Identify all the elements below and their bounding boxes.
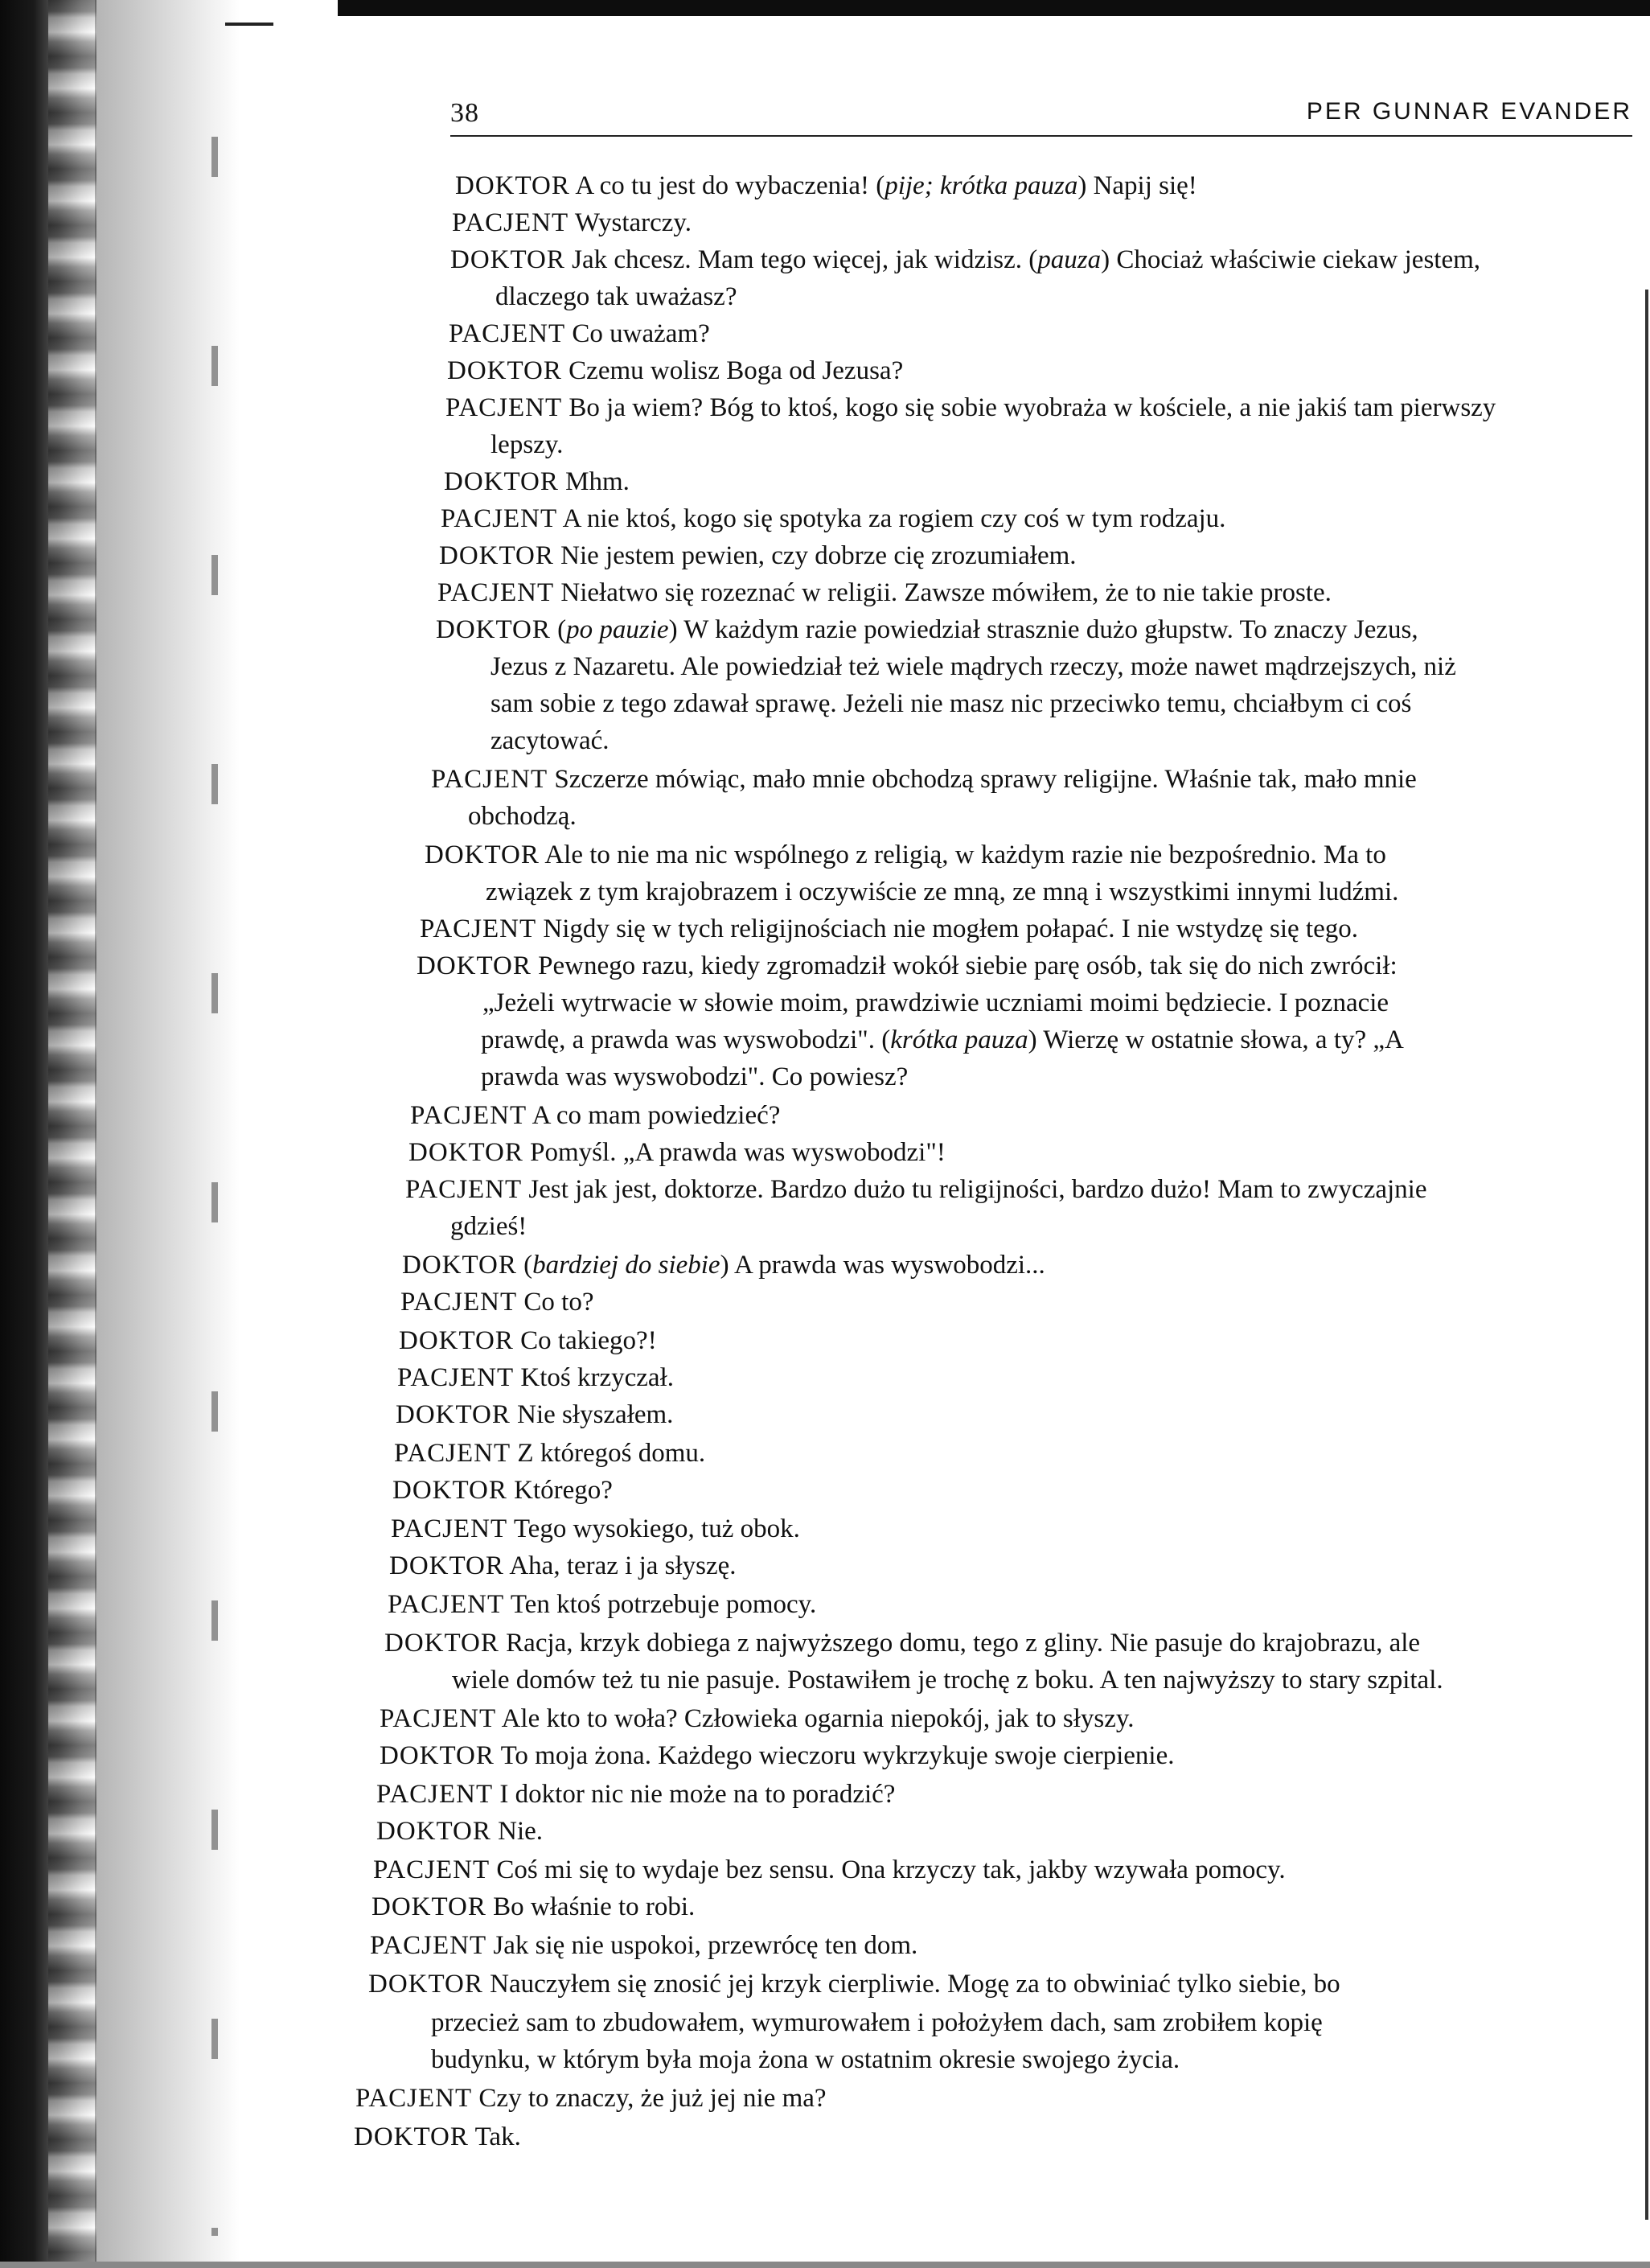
dialogue-line: PACJENT Ten ktoś potrzebuje pomocy. bbox=[388, 1590, 817, 1619]
dialogue-line: PACJENT Czy to znaczy, że już jej nie ma? bbox=[355, 2084, 827, 2113]
dialogue-line: DOKTOR Tak. bbox=[354, 2122, 521, 2151]
running-header bbox=[450, 95, 1632, 137]
dialogue-line: DOKTOR Mhm. bbox=[444, 467, 630, 496]
dialogue-line: PACJENT A nie ktoś, kogo się spotyka za rogiem czy coś w tym rodzaju. bbox=[441, 504, 1226, 533]
dialogue-line: PACJENT Co to? bbox=[400, 1288, 594, 1317]
scan-top-mark bbox=[225, 23, 273, 26]
dialogue-line: DOKTOR Ale to nie ma nic wspólnego z religią, w każdym razie nie bezpośrednio. Ma to bbox=[425, 840, 1386, 869]
dialogue-line: DOKTOR (bardziej do siebie) A prawda was wyswobodzi... bbox=[402, 1251, 1045, 1280]
dialogue-line: DOKTOR Pomyśl. „A prawda was wyswobodzi"! bbox=[408, 1138, 946, 1167]
dialogue-line: DOKTOR Co takiego?! bbox=[399, 1326, 657, 1355]
dialogue-line: PACJENT Ktoś krzyczał. bbox=[397, 1363, 674, 1392]
dialogue-line: DOKTOR Jak chcesz. Mam tego więcej, jak widzisz. (pauza) Chociaż właściwie ciekaw jestem, bbox=[450, 245, 1481, 274]
dialogue-line: PACJENT I doktor nic nie może na to poradzić? bbox=[376, 1780, 896, 1809]
dialogue-line: PACJENT Nigdy się w tych religijnościach nie mogłem połapać. I nie wstydzę się tego. bbox=[420, 914, 1358, 943]
dialogue-line: DOKTOR Racja, krzyk dobiega z najwyższego domu, tego z gliny. Nie pasuje do krajobrazu, ale bbox=[384, 1629, 1421, 1658]
running-head-author: PER GUNNAR EVANDER bbox=[1306, 98, 1632, 125]
dialogue-continuation: zacytować. bbox=[490, 726, 610, 755]
dialogue-continuation: obchodzą. bbox=[468, 802, 577, 831]
page-number: 38 bbox=[450, 98, 479, 128]
scan-gutter-band bbox=[48, 0, 96, 2268]
dialogue-continuation: gdzieś! bbox=[450, 1212, 527, 1241]
scan-bottom-edge bbox=[0, 2262, 1650, 2268]
dialogue-continuation: prawda was wyswobodzi". Co powiesz? bbox=[481, 1062, 909, 1091]
dialogue-continuation: Jezus z Nazaretu. Ale powiedział też wiele mądrych rzeczy, może nawet mądrzejszych, niż bbox=[490, 652, 1456, 681]
dialogue-line: DOKTOR To moja żona. Każdego wieczoru wykrzykuje swoje cierpienie. bbox=[380, 1741, 1175, 1770]
dialogue-continuation: lepszy. bbox=[490, 430, 564, 459]
dialogue-line: DOKTOR Którego? bbox=[392, 1476, 613, 1505]
dialogue-line: DOKTOR Nie jestem pewien, czy dobrze cię zrozumiałem. bbox=[439, 541, 1077, 570]
dialogue-continuation: związek z tym krajobrazem i oczywiście ze mną, ze mną i wszystkimi innymi ludźmi. bbox=[486, 877, 1399, 906]
dialogue-line: PACJENT Wystarczy. bbox=[452, 208, 692, 237]
dialogue-line: PACJENT A co mam powiedzieć? bbox=[410, 1101, 781, 1130]
dialogue-line: DOKTOR Bo właśnie to robi. bbox=[371, 1892, 696, 1921]
scan-right-edge bbox=[1645, 290, 1648, 2220]
dialogue-line: PACJENT Tego wysokiego, tuż obok. bbox=[391, 1514, 800, 1543]
dialogue-line: DOKTOR A co tu jest do wybaczenia! (pije; krótka pauza) Napij się! bbox=[455, 171, 1197, 200]
dialogue-continuation: budynku, w którym była moja żona w ostatnim okresie swojego życia. bbox=[431, 2045, 1180, 2074]
dialogue-line: PACJENT Bo ja wiem? Bóg to ktoś, kogo się sobie wyobraża w kościele, a nie jakiś tam pierwszy bbox=[445, 393, 1496, 422]
dialogue-continuation: przecież sam to zbudowałem, wymurowałem i położyłem dach, sam zrobiłem kopię bbox=[431, 2008, 1323, 2037]
dialogue-continuation: dlaczego tak uważasz? bbox=[495, 282, 737, 311]
dialogue-line: DOKTOR (po pauzie) W każdym razie powiedział strasznie dużo głupstw. To znaczy Jezus, bbox=[436, 615, 1418, 644]
dialogue-line: PACJENT Co uważam? bbox=[449, 319, 710, 348]
scan-top-edge bbox=[338, 0, 1650, 16]
dialogue-continuation: prawdę, a prawda was wyswobodzi". (krótka pauza) Wierzę w ostatnie słowa, a ty? „A bbox=[481, 1025, 1404, 1054]
dialogue-line: DOKTOR Nauczyłem się znosić jej krzyk cierpliwie. Mogę za to obwiniać tylko siebie, bo bbox=[368, 1970, 1340, 1999]
dialogue-line: DOKTOR Czemu wolisz Boga od Jezusa? bbox=[447, 356, 904, 385]
dialogue-line: DOKTOR Aha, teraz i ja słyszę. bbox=[389, 1551, 737, 1580]
dialogue-line: PACJENT Ale kto to woła? Człowieka ogarnia niepokój, jak to słyszy. bbox=[380, 1704, 1135, 1733]
dialogue-line: DOKTOR Nie. bbox=[376, 1817, 544, 1846]
dialogue-line: PACJENT Z któregoś domu. bbox=[394, 1439, 706, 1468]
dialogue-line: PACJENT Jak się nie uspokoi, przewrócę ten dom. bbox=[370, 1931, 918, 1960]
dialogue-continuation: sam sobie z tego zdawał sprawę. Jeżeli nie masz nic przeciwko temu, chciałbym ci coś bbox=[490, 689, 1412, 718]
scan-gutter-specks bbox=[173, 48, 237, 2236]
dialogue-continuation: wiele domów też tu nie pasuje. Postawiłem je trochę z boku. A ten najwyższy to stary szpital. bbox=[452, 1666, 1443, 1695]
dialogue-line: PACJENT Szczerze mówiąc, mało mnie obchodzą sprawy religijne. Właśnie tak, mało mnie bbox=[431, 765, 1417, 794]
dialogue-line: DOKTOR Nie słyszałem. bbox=[396, 1400, 674, 1429]
dialogue-line: PACJENT Niełatwo się rozeznać w religii. Zawsze mówiłem, że to nie takie proste. bbox=[437, 578, 1332, 607]
dialogue-line: PACJENT Jest jak jest, doktorze. Bardzo dużo tu religijności, bardzo dużo! Mam to zwyczajnie bbox=[405, 1175, 1427, 1204]
dialogue-line: PACJENT Coś mi się to wydaje bez sensu. Ona krzyczy tak, jakby wzywała pomocy. bbox=[373, 1855, 1286, 1884]
dialogue-continuation: „Jeżeli wytrwacie w słowie moim, prawdziwie uczniami moimi będziecie. I poznacie bbox=[482, 988, 1389, 1017]
dialogue-line: DOKTOR Pewnego razu, kiedy zgromadził wokół siebie parę osób, tak się do nich zwrócił: bbox=[417, 951, 1398, 980]
